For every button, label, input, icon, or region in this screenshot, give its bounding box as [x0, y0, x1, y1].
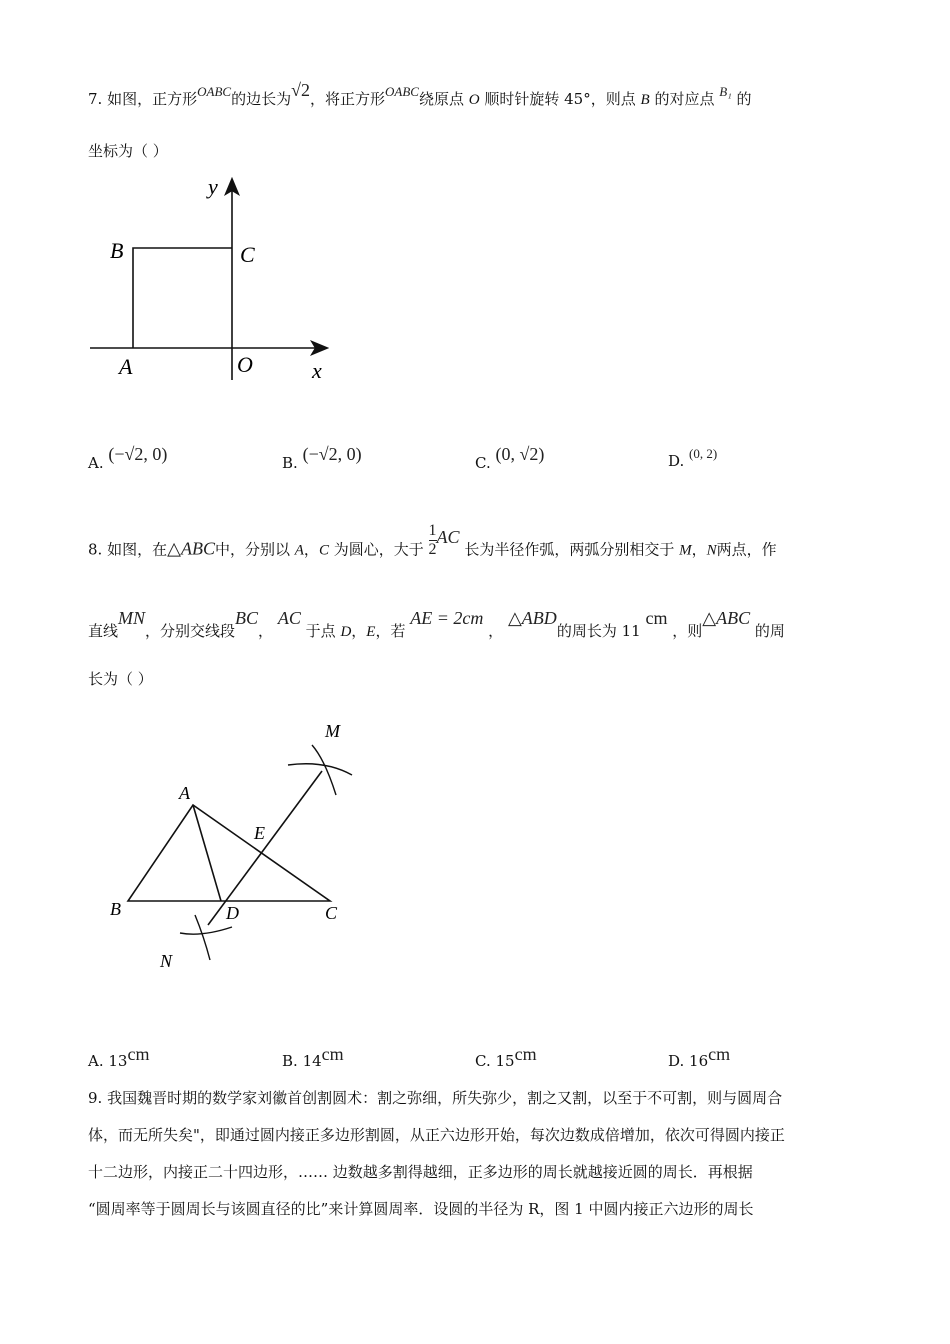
q8-line-3: 长为（ ）: [88, 670, 153, 688]
q7-text: 绕原点: [418, 90, 464, 108]
q7-line-1: [88, 80, 752, 109]
q8-text: ，: [258, 622, 274, 640]
q8-math-ac: AC: [277, 608, 301, 628]
option-value: (−√2, 0): [302, 444, 362, 464]
q8-text: ，分别交线段: [145, 622, 236, 640]
q7-text: 如图，正方形: [107, 90, 198, 108]
q8-point-e: E: [366, 624, 376, 640]
label-c: C: [325, 903, 338, 923]
option-value: 14: [302, 1052, 322, 1070]
q8-point-n: N: [706, 542, 717, 559]
q7-math-b: B: [640, 92, 650, 108]
label-b: B: [110, 238, 124, 263]
line-mn: [208, 771, 322, 925]
option-letter: A.: [88, 454, 104, 472]
q8-text: 如图，在: [107, 540, 168, 559]
label-b: B: [110, 899, 121, 919]
q8-point-m: M: [679, 542, 692, 559]
q8-point-c: C: [318, 542, 329, 559]
q8-option-c[interactable]: [475, 1044, 537, 1071]
q7-option-a[interactable]: [88, 444, 168, 473]
option-letter: D.: [668, 452, 685, 470]
label-a: A: [179, 783, 190, 803]
q7-math-square: OABC: [197, 84, 232, 99]
q8-text: 中，分别以: [214, 540, 290, 559]
q8-text: 于点: [305, 622, 336, 640]
q8-option-d[interactable]: [668, 1044, 731, 1071]
q8-text: ，: [488, 622, 504, 640]
label-m: M: [325, 721, 340, 741]
option-value: (0, √2): [495, 444, 545, 464]
label-x: x: [312, 358, 322, 383]
frac-den: 2: [428, 541, 437, 558]
square-oabc: [133, 248, 232, 348]
q7-figure: [80, 170, 350, 390]
q8-figure: [100, 715, 370, 975]
q8-math-abd: △ABD: [507, 608, 557, 628]
option-unit: cm: [514, 1044, 537, 1064]
q7-number: 7.: [88, 90, 103, 108]
q7-text: 的边长为: [231, 90, 292, 108]
option-letter: C.: [475, 454, 491, 472]
q8-text: 为圆心，大于: [333, 540, 424, 559]
option-letter: B.: [282, 1052, 298, 1070]
q8-text: ，: [351, 622, 367, 640]
q8-option-a[interactable]: [88, 1044, 150, 1071]
q8-text: ，: [691, 540, 707, 559]
triangle-abc: [128, 805, 330, 901]
q8-math-ac: AC: [436, 526, 460, 547]
q8-fraction: [429, 522, 437, 559]
option-letter: B.: [282, 454, 298, 472]
q7-text: ，将正方形: [309, 90, 385, 108]
option-unit: cm: [708, 1044, 731, 1064]
q8-number: 8.: [88, 540, 103, 559]
label-a: A: [119, 354, 133, 379]
label-y: y: [208, 174, 218, 199]
option-value: 15: [495, 1052, 515, 1070]
option-value: (−√2, 0): [108, 444, 168, 464]
q8-math-mn: MN: [118, 608, 146, 628]
arc-n-2: [195, 915, 210, 960]
q8-line-2: [88, 608, 785, 641]
q8-math-bc: BC: [235, 608, 259, 628]
q8-math-tri: △ABC: [167, 538, 215, 559]
q7-line-2: 坐标为（ ）: [88, 142, 168, 160]
option-letter: C.: [475, 1052, 491, 1070]
q8-text: 两点，作: [716, 540, 777, 559]
option-value: 16: [689, 1052, 709, 1070]
q7-math-o: O: [468, 92, 480, 108]
option-value: (0, 2): [689, 446, 718, 461]
q7-option-c[interactable]: [475, 444, 545, 473]
q9-line-4: “圆周率等于圆周长与该圆直径的比”来计算圆周率．设圆的半径为 R，图 1 中圆内接正六边形的周长: [88, 1200, 754, 1218]
q8-text: ，若: [375, 622, 406, 640]
q8-point-a: A: [294, 542, 304, 559]
q8-math-abc: △ABC: [702, 608, 751, 628]
q8-math-cm: cm: [645, 608, 668, 628]
arc-m-2: [312, 745, 336, 795]
q8-text: 的周长为 11: [556, 622, 641, 640]
q7-text: 的: [736, 90, 752, 108]
option-unit: cm: [127, 1044, 150, 1064]
q7-math-b1: B₁: [719, 84, 732, 99]
q8-text: 长为半径作弧，两弧分别相交于: [464, 540, 675, 559]
q8-point-d: D: [340, 624, 352, 640]
frac-num: 1: [428, 522, 437, 539]
q7-math-side: √2: [291, 80, 310, 100]
q7-math-square: OABC: [384, 84, 419, 99]
label-o: O: [237, 352, 253, 377]
label-n: N: [160, 951, 173, 971]
q8-text: ，则: [672, 622, 703, 640]
q7-text: 的对应点: [654, 90, 715, 108]
label-d: D: [226, 903, 239, 923]
q8-line-1: [88, 522, 777, 569]
segment-ad: [193, 805, 221, 901]
option-letter: A.: [88, 1052, 104, 1070]
q8-text: 直线: [88, 622, 119, 640]
option-unit: cm: [321, 1044, 344, 1064]
q9-line-1: 9. 我国魏晋时期的数学家刘徽首创割圆术：割之弥细，所失弥少，割之又割，以至于不可割，则与圆周合: [88, 1089, 783, 1107]
q9-line-3: 十二边形，内接正二十四边形，…… 边数越多割得越细，正多边形的周长就越接近圆的周长．再根据: [88, 1163, 753, 1181]
arc-n-1: [180, 927, 232, 934]
q7-option-d[interactable]: [668, 446, 718, 470]
q8-math-ae: AE = 2cm: [410, 608, 484, 628]
q8-text: 的周: [754, 622, 785, 640]
label-e: E: [254, 823, 265, 843]
option-letter: D.: [668, 1052, 685, 1070]
q7-text: 顺时针旋转 45°，则点: [484, 90, 636, 108]
q9-line-2: 体，而无所失矣"，即通过圆内接正多边形割圆，从正六边形开始，每次边数成倍增加，依次可得圆内接正: [88, 1126, 785, 1144]
label-c: C: [240, 242, 255, 267]
option-value: 13: [108, 1052, 128, 1070]
q8-option-b[interactable]: [282, 1044, 344, 1071]
q8-text: ，: [303, 540, 319, 559]
q7-option-b[interactable]: [282, 444, 362, 473]
